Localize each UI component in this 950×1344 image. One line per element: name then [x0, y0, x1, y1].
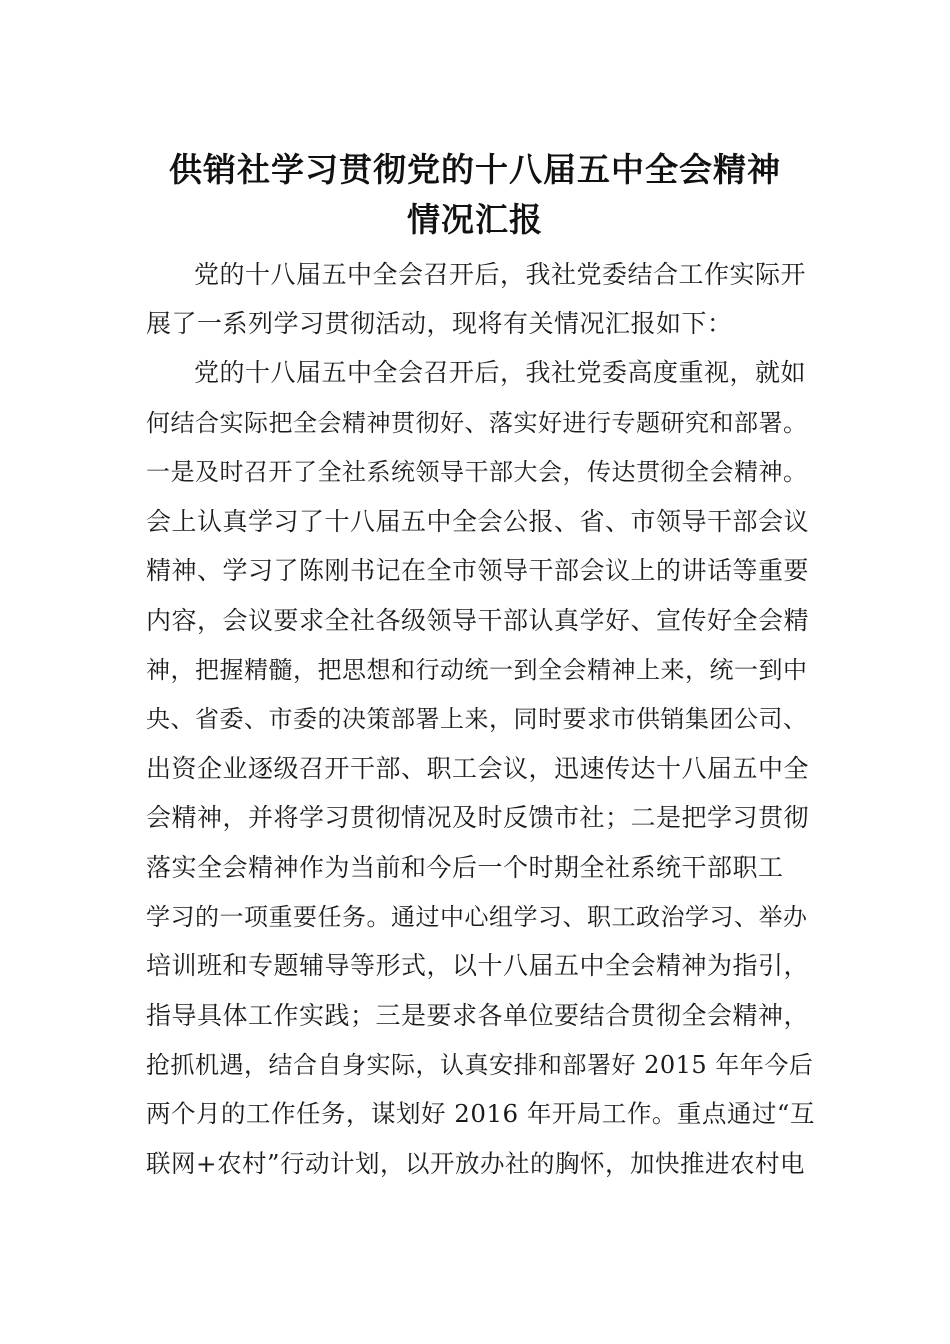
paragraph-line: 神，把握精髓，把思想和行动统一到全会精神上来，统一到中 — [146, 656, 808, 684]
paragraph-line: 学习的一项重要任务。通过中心组学习、职工政治学习、举办 — [146, 903, 808, 931]
paragraph-line: 联网+农村”行动计划，以开放办社的胸怀，加快推进农村电 — [146, 1149, 806, 1178]
paragraph-line: 一是及时召开了全社系统领导干部大会，传达贯彻全会精神。 — [146, 458, 808, 486]
document-title-line-2: 情况汇报 — [407, 200, 543, 239]
paragraph-line: 落实全会精神作为当前和今后一个时期全社系统干部职工 — [146, 853, 784, 882]
paragraph-line: 何结合实际把全会精神贯彻好、落实好进行专题研究和部署。 — [146, 409, 808, 437]
paragraph-line: 抢抓机遇，结合自身实际，认真安排和部署好 2015 年年今后 — [146, 1051, 814, 1079]
document-title-line-1: 供销社学习贯彻党的十八届五中全会精神 — [169, 150, 781, 189]
paragraph-line: 培训班和专题辅导等形式，以十八届五中全会精神为指引， — [146, 951, 810, 980]
paragraph-line: 精神、学习了陈刚书记在全市领导干部会议上的讲话等重要 — [146, 556, 810, 585]
paragraph-line: 内容，会议要求全社各级领导干部认真学好、宣传好全会精 — [146, 606, 810, 635]
paragraph-line: 央、省委、市委的决策部署上来，同时要求市供销集团公司、 — [146, 705, 808, 733]
paragraph-line: 党的十八届五中全会召开后，我社党委高度重视，就如 — [194, 358, 807, 387]
paragraph-line: 两个月的工作任务，谋划好 2016 年开局工作。重点通过“互 — [146, 1099, 815, 1128]
paragraph-line: 展了一系列学习贯彻活动，现将有关情况汇报如下： — [146, 309, 733, 338]
paragraph-line: 党的十八届五中全会召开后，我社党委结合工作实际开 — [194, 260, 807, 289]
paragraph-line: 会精神，并将学习贯彻情况及时反馈市社；二是把学习贯彻 — [146, 803, 810, 832]
paragraph-line: 指导具体工作实践；三是要求各单位要结合贯彻全会精神， — [146, 1001, 810, 1030]
paragraph-line: 会上认真学习了十八届五中全会公报、省、市领导干部会议 — [146, 507, 810, 536]
paragraph-line: 出资企业逐级召开干部、职工会议，迅速传达十八届五中全 — [146, 754, 810, 783]
